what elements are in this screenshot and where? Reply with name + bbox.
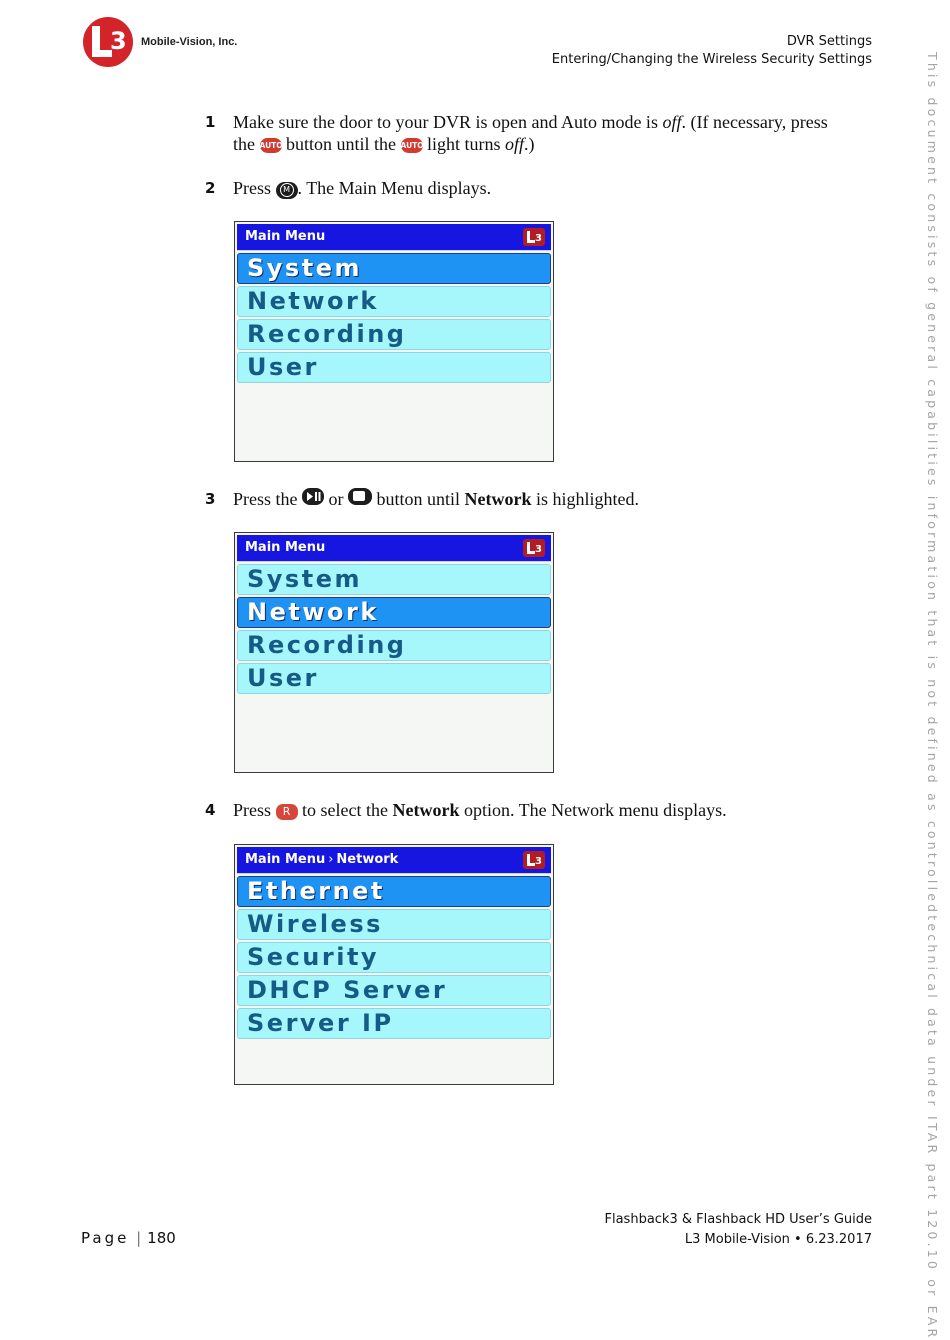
auto-button-icon: AUTO: [260, 138, 282, 153]
svg-text:3: 3: [110, 27, 127, 55]
menu-item-dhcp-server[interactable]: DHCP Server: [237, 975, 551, 1006]
svg-text:3: 3: [535, 544, 542, 555]
dvr-screen-network-menu: [234, 844, 554, 1085]
menu-item-recording[interactable]: Recording: [237, 630, 551, 661]
step-number: 4: [205, 801, 216, 819]
menu-item-ethernet[interactable]: Ethernet: [237, 876, 551, 907]
screen-title: Main Menu: [245, 229, 326, 244]
menu-item-recording[interactable]: Recording: [237, 319, 551, 350]
l3-logo-icon: [523, 851, 545, 869]
dvr-screen-main-menu-network: [234, 532, 554, 773]
l3-logo-icon: [80, 16, 136, 68]
screen-titlebar: [237, 535, 551, 562]
brand-name: Mobile-Vision, Inc.: [141, 36, 238, 48]
itar-notice: This document consists of general capabilities information that is not defined as controlledtechnical data under ITAR part 120.10 or EAR: [925, 52, 940, 1340]
l3-logo-icon: [523, 539, 545, 557]
step-2-text: Press M . The Main Menu displays.: [233, 178, 492, 198]
play-pause-button-icon: [302, 488, 324, 505]
step-number: 3: [205, 490, 216, 508]
menu-button-icon: M: [276, 182, 298, 199]
menu-item-security[interactable]: Security: [237, 942, 551, 973]
stop-button-icon: [348, 488, 372, 505]
screen-subtitle: Network: [336, 852, 399, 867]
screen-titlebar: [237, 847, 551, 874]
svg-text:3: 3: [535, 856, 542, 867]
dvr-screen-main-menu: [234, 221, 554, 462]
l3-logo-icon: [523, 228, 545, 246]
step-number: 2: [205, 179, 216, 197]
footer-guide-title: Flashback3 & Flashback HD User’s Guide: [604, 1212, 872, 1227]
header-section: DVR Settings: [786, 34, 872, 49]
menu-item-user[interactable]: User: [237, 663, 551, 694]
screen-titlebar: [237, 224, 551, 251]
breadcrumb-separator: ›: [328, 852, 334, 867]
menu-item-system[interactable]: System: [237, 564, 551, 595]
footer-company-date: L3 Mobile-Vision • 6.23.2017: [684, 1232, 872, 1247]
step-3-text: Press the or button until Network is highlighted.: [233, 489, 639, 509]
menu-item-wireless[interactable]: Wireless: [237, 909, 551, 940]
record-button-icon: R: [276, 804, 298, 820]
step-1-text: Make sure the door to your DVR is open and Auto mode is off. (If necessary, press the AUTO button until the AUTO light turns off.): [233, 112, 828, 154]
header-subsection: Entering/Changing the Wireless Security Settings: [551, 52, 872, 67]
menu-item-network[interactable]: Network: [237, 286, 551, 317]
screen-title: Main Menu: [245, 852, 326, 867]
step-4-text: Press R to select the Network option. The Network menu displays.: [233, 800, 727, 820]
step-number: 1: [205, 113, 216, 131]
menu-item-user[interactable]: User: [237, 352, 551, 383]
page-number: Page | 180: [81, 1229, 176, 1247]
svg-text:3: 3: [535, 233, 542, 244]
screen-title: Main Menu: [245, 540, 326, 555]
menu-item-network[interactable]: Network: [237, 597, 551, 628]
menu-item-system[interactable]: System: [237, 253, 551, 284]
auto-light-icon: AUTO: [401, 138, 423, 153]
menu-item-server-ip[interactable]: Server IP: [237, 1008, 551, 1039]
